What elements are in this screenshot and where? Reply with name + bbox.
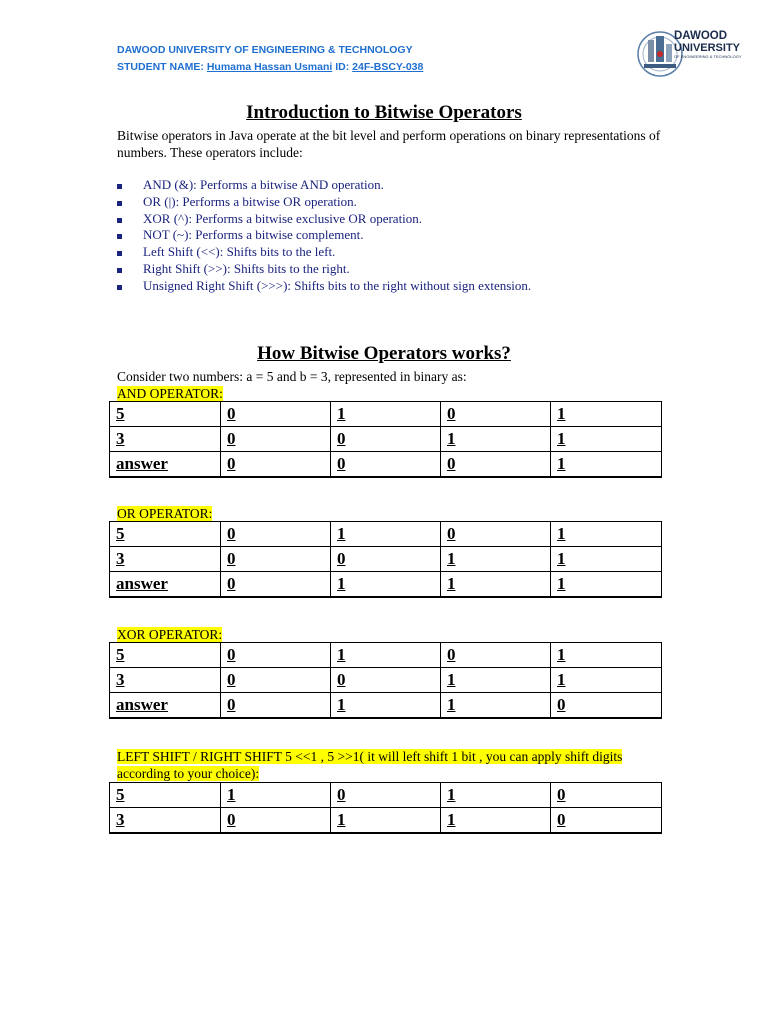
table-cell: 5 bbox=[110, 783, 221, 808]
table-cell: answer bbox=[110, 572, 221, 598]
bullet-icon bbox=[117, 218, 122, 223]
table-cell: 3 bbox=[110, 668, 221, 693]
table-cell: answer bbox=[110, 452, 221, 478]
list-item-text: Unsigned Right Shift (>>>): Shifts bits to the right without sign extension. bbox=[143, 277, 532, 293]
table-cell: 0 bbox=[331, 427, 441, 452]
table-cell: 0 bbox=[221, 668, 331, 693]
list-item-text: AND (&): Performs a bitwise AND operation. bbox=[143, 177, 384, 192]
table-cell: 1 bbox=[331, 402, 441, 427]
table-cell: 1 bbox=[331, 522, 441, 547]
list-item-text: OR (|): Performs a bitwise OR operation. bbox=[143, 193, 357, 209]
table-cell: 0 bbox=[221, 402, 331, 427]
table-cell: 0 bbox=[441, 452, 551, 478]
id-label: ID: bbox=[335, 61, 350, 73]
table-cell: 1 bbox=[441, 783, 551, 808]
shift-table bbox=[109, 782, 662, 834]
document-header bbox=[117, 42, 423, 76]
table-cell: 0 bbox=[221, 808, 331, 834]
table-row bbox=[110, 693, 662, 719]
table-row bbox=[110, 643, 662, 668]
bullet-icon bbox=[117, 234, 122, 239]
table-cell: 5 bbox=[110, 522, 221, 547]
list-item bbox=[117, 278, 531, 295]
table-cell: 1 bbox=[441, 572, 551, 598]
shift-operator-label-block bbox=[117, 748, 657, 782]
table-cell: 3 bbox=[110, 427, 221, 452]
consider-text: Consider two numbers: a = 5 and b = 3, represented in binary as: bbox=[117, 369, 467, 384]
table-cell: 1 bbox=[551, 522, 662, 547]
table-cell: 0 bbox=[221, 452, 331, 478]
university-name: DAWOOD UNIVERSITY OF ENGINEERING & TECHNOLOGY bbox=[117, 44, 413, 56]
list-item-text: XOR (^): Performs a bitwise exclusive OR operation. bbox=[143, 210, 423, 226]
table-cell: 0 bbox=[221, 643, 331, 668]
section-title: How Bitwise Operators works? bbox=[257, 343, 511, 364]
list-item bbox=[117, 261, 531, 278]
table-row bbox=[110, 402, 662, 427]
table-cell: 1 bbox=[551, 402, 662, 427]
table-row bbox=[110, 808, 662, 834]
logo-text-university: UNIVERSITY bbox=[674, 42, 741, 54]
table-cell: 1 bbox=[331, 643, 441, 668]
table-row bbox=[110, 547, 662, 572]
table-cell: 0 bbox=[551, 693, 662, 719]
table-cell: 3 bbox=[110, 808, 221, 834]
table-cell: 1 bbox=[551, 547, 662, 572]
table-cell: 0 bbox=[331, 783, 441, 808]
table-cell: 0 bbox=[221, 547, 331, 572]
list-item-text: NOT (~): Performs a bitwise complement. bbox=[143, 227, 364, 243]
page-title: Introduction to Bitwise Operators bbox=[246, 102, 522, 123]
table-cell: 0 bbox=[221, 522, 331, 547]
bullet-icon bbox=[117, 268, 122, 273]
student-name-label: STUDENT NAME: bbox=[117, 61, 204, 73]
student-line bbox=[117, 59, 423, 76]
table-cell: 0 bbox=[331, 547, 441, 572]
table-cell: 1 bbox=[441, 808, 551, 834]
bullet-icon bbox=[117, 201, 122, 206]
table-cell: answer bbox=[110, 693, 221, 719]
table-cell: 1 bbox=[441, 547, 551, 572]
xor-operator-label: XOR OPERATOR: bbox=[117, 627, 223, 642]
and-operator-label: AND OPERATOR: bbox=[117, 386, 223, 401]
table-cell: 0 bbox=[331, 668, 441, 693]
list-item bbox=[117, 244, 531, 261]
bullet-icon bbox=[117, 184, 122, 189]
table-cell: 0 bbox=[221, 572, 331, 598]
intro-paragraph: Bitwise operators in Java operate at the bit level and perform operations on binary representations of numbers. These operators include: bbox=[117, 128, 661, 160]
table-row bbox=[110, 427, 662, 452]
table-cell: 0 bbox=[221, 427, 331, 452]
table-cell: 1 bbox=[551, 452, 662, 478]
table-cell: 3 bbox=[110, 547, 221, 572]
list-item-text: Right Shift (>>): Shifts bits to the right. bbox=[143, 260, 350, 276]
list-item bbox=[117, 177, 531, 194]
table-cell: 5 bbox=[110, 643, 221, 668]
table-cell: 1 bbox=[331, 693, 441, 719]
table-cell: 1 bbox=[551, 668, 662, 693]
table-cell: 1 bbox=[551, 643, 662, 668]
table-cell: 1 bbox=[331, 808, 441, 834]
and-table bbox=[109, 401, 662, 478]
table-cell: 1 bbox=[551, 427, 662, 452]
bullet-icon bbox=[117, 285, 122, 290]
or-operator-label: OR OPERATOR: bbox=[117, 506, 213, 521]
bullet-icon bbox=[117, 251, 122, 256]
table-cell: 0 bbox=[551, 783, 662, 808]
operator-list bbox=[117, 177, 531, 295]
student-name: Humama Hassan Usmani bbox=[206, 61, 333, 73]
shift-operator-label: LEFT SHIFT / RIGHT SHIFT 5 <<1 , 5 >>1( it will left shift 1 bit , you can apply shift digits according to your choice): bbox=[117, 749, 623, 781]
student-id: 24F-BSCY-038 bbox=[352, 61, 424, 73]
table-cell: 5 bbox=[110, 402, 221, 427]
table-row bbox=[110, 783, 662, 808]
table-cell: 0 bbox=[441, 522, 551, 547]
table-cell: 0 bbox=[551, 808, 662, 834]
list-item bbox=[117, 227, 531, 244]
table-cell: 0 bbox=[441, 643, 551, 668]
list-item-text: Left Shift (<<): Shifts bits to the left. bbox=[143, 244, 336, 260]
table-row bbox=[110, 452, 662, 478]
table-cell: 1 bbox=[551, 572, 662, 598]
table-row bbox=[110, 572, 662, 598]
list-item bbox=[117, 194, 531, 211]
list-item bbox=[117, 211, 531, 228]
table-cell: 1 bbox=[441, 693, 551, 719]
logo-text-engineering: OF ENGINEERING & TECHNOLOGY bbox=[674, 54, 742, 59]
table-cell: 1 bbox=[331, 572, 441, 598]
table-cell: 1 bbox=[441, 668, 551, 693]
university-logo-icon bbox=[636, 26, 762, 86]
xor-table bbox=[109, 642, 662, 719]
table-row bbox=[110, 522, 662, 547]
table-row bbox=[110, 668, 662, 693]
table-cell: 1 bbox=[221, 783, 331, 808]
table-cell: 1 bbox=[441, 427, 551, 452]
table-cell: 0 bbox=[221, 693, 331, 719]
table-cell: 0 bbox=[441, 402, 551, 427]
or-table bbox=[109, 521, 662, 598]
table-cell: 0 bbox=[331, 452, 441, 478]
logo-text-dawood: DAWOOD bbox=[674, 30, 728, 42]
